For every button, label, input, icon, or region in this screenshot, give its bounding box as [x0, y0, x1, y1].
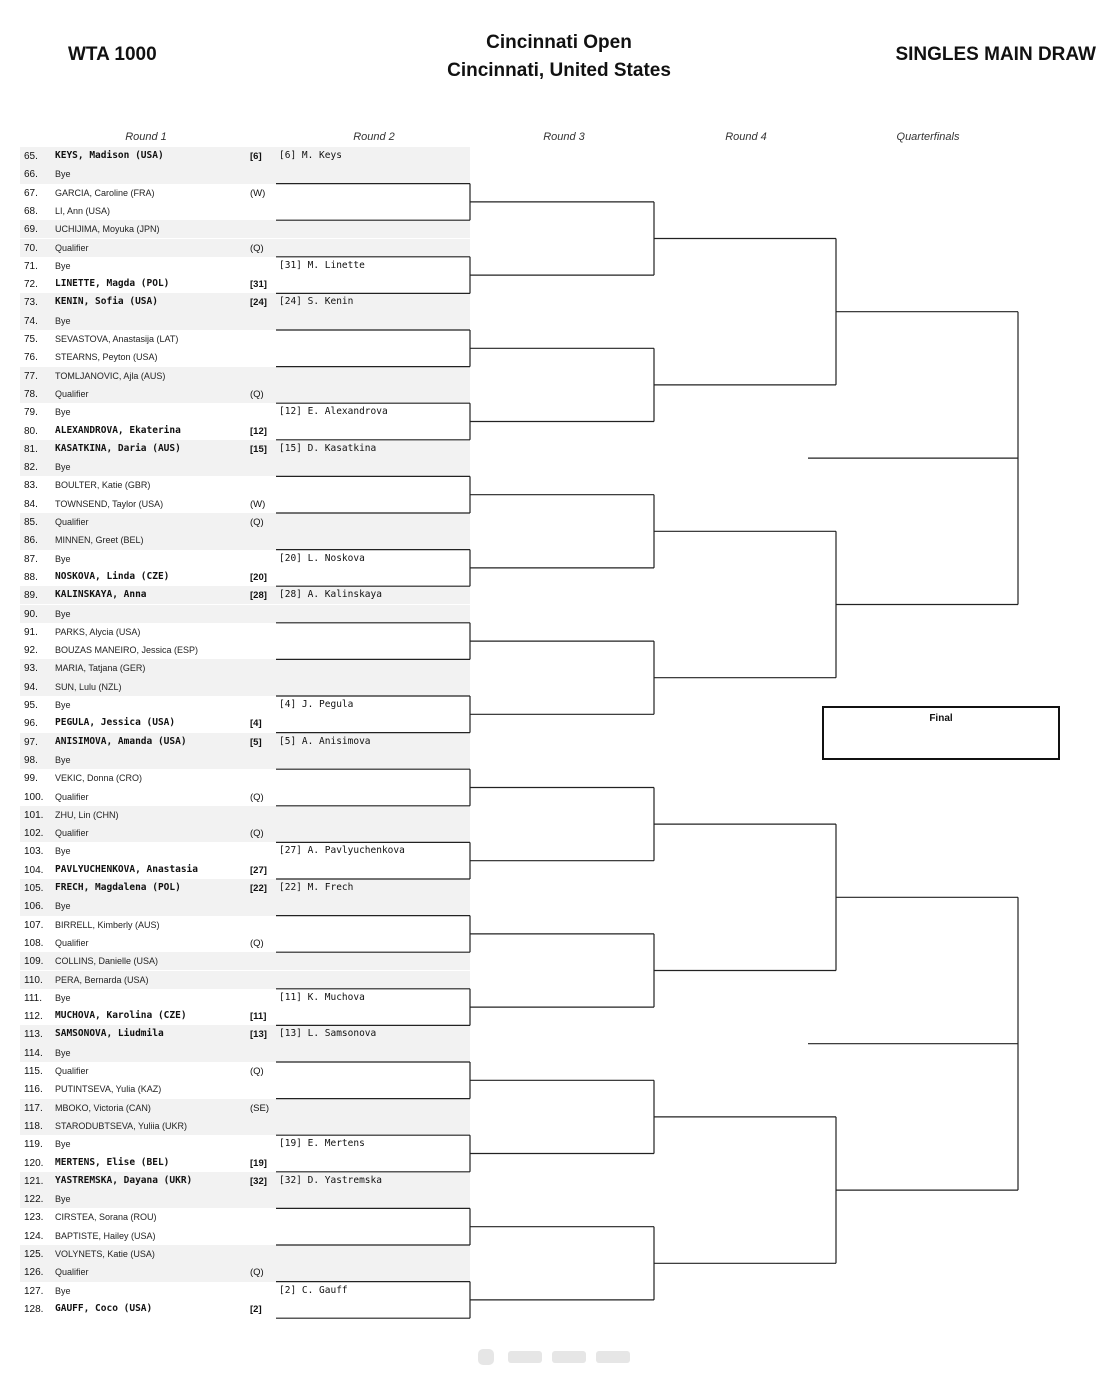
player-name: PEGULA, Jessica (USA)	[55, 717, 176, 729]
player-name: Qualifier	[55, 388, 89, 399]
draw-position: 66.	[24, 169, 38, 181]
player-name: Bye	[55, 462, 71, 473]
draw-position: 91.	[24, 626, 38, 638]
player-name: GAUFF, Coco (USA)	[55, 1302, 153, 1314]
entry-badge: (Q)	[250, 517, 264, 528]
draw-position: 74.	[24, 315, 38, 327]
player-name: KEYS, Madison (USA)	[55, 150, 164, 161]
draw-position: 68.	[24, 205, 38, 217]
seed-badge: [27]	[250, 864, 267, 876]
player-name: MERTENS, Elise (BEL)	[55, 1156, 170, 1168]
draw-position: 69.	[24, 224, 38, 236]
draw-position: 76.	[24, 352, 38, 364]
column-header-round-3: Round 3	[543, 131, 585, 143]
round2-player: [24] S. Kenin	[279, 296, 354, 308]
round2-player: [31] M. Linette	[279, 259, 365, 271]
player-name: LI, Ann (USA)	[55, 205, 111, 216]
draw-position: 72.	[24, 279, 38, 291]
player-name: MARIA, Tatjana (GER)	[55, 663, 146, 674]
draw-position: 119.	[24, 1139, 43, 1151]
player-name: Bye	[55, 992, 71, 1003]
draw-position: 78.	[24, 388, 38, 400]
player-name: YASTREMSKA, Dayana (UKR)	[55, 1174, 193, 1186]
draw-position: 87.	[24, 553, 38, 565]
draw-position: 82.	[24, 462, 38, 474]
player-name: PERA, Bernarda (USA)	[55, 974, 149, 985]
entry-badge: (Q)	[250, 791, 264, 803]
draw-position: 106.	[24, 901, 44, 913]
player-name: Bye	[55, 553, 71, 564]
draw-type: SINGLES MAIN DRAW	[895, 44, 1096, 65]
player-name: SUN, Lulu (NZL)	[55, 681, 122, 692]
player-name: BOUZAS MANEIRO, Jessica (ESP)	[55, 645, 199, 656]
player-name: PUTINTSEVA, Yulia (KAZ)	[55, 1084, 162, 1095]
draw-position: 103.	[24, 846, 44, 858]
draw-position: 80.	[24, 425, 38, 437]
entry-badge: (Q)	[250, 1066, 264, 1077]
draw-position: 96.	[24, 718, 38, 730]
seed-badge: [15]	[250, 443, 267, 455]
player-name: TOWNSEND, Taylor (USA)	[55, 498, 164, 509]
player-name: KALINSKAYA, Anna	[55, 589, 147, 601]
player-name: Bye	[55, 1047, 71, 1058]
player-name: GARCIA, Caroline (FRA)	[55, 187, 155, 198]
draw-position: 92.	[24, 645, 38, 657]
draw-position: 99.	[24, 773, 38, 785]
player-name: Bye	[55, 901, 71, 912]
draw-position: 125.	[24, 1249, 44, 1260]
entry-badge: (W)	[250, 498, 266, 510]
draw-position: 101.	[24, 809, 44, 821]
player-name: PARKS, Alycia (USA)	[55, 626, 141, 637]
tournament-location: Cincinnati, United States	[447, 60, 671, 81]
draw-position: 73.	[24, 297, 38, 309]
draw-position: 67.	[24, 187, 38, 199]
draw-position: 112.	[24, 1011, 43, 1023]
draw-position: 127.	[24, 1285, 44, 1297]
player-name: Bye	[55, 1194, 71, 1205]
round2-player: [4] J. Pegula	[279, 699, 354, 710]
draw-position: 98.	[24, 754, 38, 766]
round2-player: [5] A. Anisimova	[279, 735, 371, 747]
draw-position: 83.	[24, 480, 38, 492]
draw-position: 81.	[24, 443, 38, 455]
round2-player: [20] L. Noskova	[279, 552, 365, 564]
draw-position: 110.	[24, 974, 43, 986]
draw-position: 95.	[24, 700, 38, 711]
player-name: Bye	[55, 754, 71, 765]
seed-badge: [11]	[250, 1011, 267, 1023]
draw-position: 122.	[24, 1194, 44, 1206]
player-name: STEARNS, Peyton (USA)	[55, 352, 158, 363]
player-name: Bye	[55, 1285, 71, 1296]
round2-player: [19] E. Mertens	[279, 1138, 365, 1150]
draw-position: 114.	[24, 1047, 43, 1059]
player-name: LINETTE, Magda (POL)	[55, 278, 170, 290]
draw-position: 123.	[24, 1212, 44, 1224]
draw-position: 118.	[24, 1120, 43, 1132]
round2-player: [15] D. Kasatkina	[279, 442, 377, 454]
draw-position: 120.	[24, 1157, 44, 1169]
player-name: VEKIC, Donna (CRO)	[55, 773, 143, 784]
draw-position: 94.	[24, 681, 38, 693]
player-name: ANISIMOVA, Amanda (USA)	[55, 735, 187, 747]
column-header-quarterfinals: Quarterfinals	[896, 131, 960, 143]
draw-position: 70.	[24, 242, 38, 254]
player-name: Qualifier	[55, 828, 89, 839]
seed-badge: [2]	[250, 1303, 262, 1315]
round2-player: [32] D. Yastremska	[279, 1174, 382, 1186]
draw-position: 85.	[24, 517, 38, 528]
seed-badge: [24]	[250, 297, 267, 309]
player-name: PAVLYUCHENKOVA, Anastasia	[55, 863, 198, 875]
player-name: KENIN, Sofia (USA)	[55, 296, 158, 308]
seed-badge: [6]	[250, 151, 262, 162]
player-name: SEVASTOVA, Anastasija (LAT)	[55, 334, 179, 344]
final-label: Final	[929, 713, 953, 724]
draw-position: 115.	[24, 1066, 43, 1077]
player-name: BIRRELL, Kimberly (AUS)	[55, 919, 160, 930]
column-header-round-1: Round 1	[125, 131, 167, 143]
player-name: MUCHOVA, Karolina (CZE)	[55, 1010, 187, 1022]
player-name: SAMSONOVA, Liudmila	[55, 1028, 164, 1040]
entry-badge: (W)	[250, 187, 266, 199]
draw-position: 113.	[24, 1029, 43, 1041]
entry-badge: (Q)	[250, 828, 264, 840]
round2-player: [27] A. Pavlyuchenkova	[279, 845, 405, 857]
entry-badge: (Q)	[250, 242, 264, 254]
draw-position: 97.	[24, 736, 38, 748]
player-name: Bye	[55, 407, 71, 418]
seed-badge: [5]	[250, 736, 262, 748]
player-name: BOULTER, Katie (GBR)	[55, 480, 151, 491]
player-name: COLLINS, Danielle (USA)	[55, 956, 159, 967]
draw-position: 126.	[24, 1267, 44, 1279]
player-name: ALEXANDROVA, Ekaterina	[55, 424, 181, 436]
player-name: Bye	[55, 608, 71, 619]
player-name: FRECH, Magdalena (POL)	[55, 882, 181, 893]
player-name: Bye	[55, 846, 71, 857]
round2-player: [28] A. Kalinskaya	[279, 589, 382, 601]
entry-badge: (SE)	[250, 1102, 269, 1114]
draw-position: 108.	[24, 937, 44, 949]
draw-position: 105.	[24, 883, 44, 894]
seed-badge: [28]	[250, 590, 267, 602]
seed-badge: [12]	[250, 425, 267, 437]
column-header-round-2: Round 2	[353, 131, 395, 143]
draw-position: 90.	[24, 608, 38, 620]
draw-position: 111.	[24, 992, 42, 1004]
round2-player: [6] M. Keys	[279, 150, 342, 161]
draw-position: 88.	[24, 571, 38, 583]
draw-position: 86.	[24, 535, 38, 547]
player-name: BAPTISTE, Hailey (USA)	[55, 1230, 156, 1241]
round2-player: [11] K. Muchova	[279, 991, 365, 1003]
seed-badge: [32]	[250, 1175, 267, 1187]
player-name: MINNEN, Greet (BEL)	[55, 535, 144, 546]
player-name: UCHIJIMA, Moyuka (JPN)	[55, 224, 160, 235]
player-name: NOSKOVA, Linda (CZE)	[55, 570, 170, 582]
player-name: Qualifier	[55, 791, 89, 802]
player-name: Bye	[55, 700, 71, 710]
player-name: Bye	[55, 260, 71, 271]
player-name: ZHU, Lin (CHN)	[55, 809, 119, 820]
draw-position: 100.	[24, 791, 44, 803]
entry-badge: (Q)	[250, 937, 264, 949]
player-name: KASATKINA, Daria (AUS)	[55, 442, 181, 454]
seed-badge: [19]	[250, 1157, 267, 1169]
player-name: VOLYNETS, Katie (USA)	[55, 1249, 155, 1259]
draw-position: 84.	[24, 498, 38, 510]
draw-position: 102.	[24, 828, 44, 840]
seed-badge: [31]	[250, 279, 267, 291]
seed-badge: [13]	[250, 1029, 267, 1041]
tournament-name: Cincinnati Open	[486, 32, 632, 53]
player-name: TOMLJANOVIC, Ajla (AUS)	[55, 370, 166, 381]
watermark-logo	[478, 1345, 658, 1369]
seed-badge: [20]	[250, 571, 267, 583]
draw-position: 89.	[24, 590, 38, 602]
player-name: MBOKO, Victoria (CAN)	[55, 1102, 151, 1113]
draw-position: 77.	[24, 370, 38, 382]
draw-position: 117.	[24, 1102, 43, 1114]
player-name: Bye	[55, 169, 71, 180]
player-name: Bye	[55, 315, 71, 326]
draw-position: 107.	[24, 919, 44, 931]
player-name: Qualifier	[55, 242, 89, 253]
round2-player: [22] M. Frech	[279, 882, 354, 893]
player-name: CIRSTEA, Sorana (ROU)	[55, 1212, 157, 1223]
player-name: STARODUBTSEVA, Yuliia (UKR)	[55, 1120, 188, 1131]
draw-position: 124.	[24, 1230, 44, 1242]
round2-player: [12] E. Alexandrova	[279, 406, 388, 418]
player-name: Qualifier	[55, 937, 89, 948]
round2-player: [2] C. Gauff	[279, 1284, 348, 1296]
round2-player: [13] L. Samsonova	[279, 1028, 377, 1040]
player-name: Bye	[55, 1139, 71, 1150]
entry-badge: (Q)	[250, 388, 264, 400]
draw-position: 65.	[24, 151, 38, 162]
player-name: Qualifier	[55, 517, 89, 527]
player-name: Qualifier	[55, 1066, 89, 1076]
entry-badge: (Q)	[250, 1267, 264, 1279]
draw-position: 128.	[24, 1303, 44, 1315]
tournament-tier: WTA 1000	[68, 44, 157, 65]
draw-position: 79.	[24, 407, 38, 419]
draw-position: 71.	[24, 260, 38, 272]
draw-position: 75.	[24, 334, 38, 345]
draw-position: 116.	[24, 1084, 43, 1096]
seed-badge: [4]	[250, 718, 262, 730]
column-header-round-4: Round 4	[725, 131, 767, 143]
final-box	[822, 706, 1060, 760]
seed-badge: [22]	[250, 883, 267, 894]
draw-position: 109.	[24, 956, 44, 968]
draw-position: 93.	[24, 663, 38, 675]
player-name: Qualifier	[55, 1267, 89, 1278]
draw-position: 121.	[24, 1175, 44, 1187]
draw-position: 104.	[24, 864, 44, 876]
